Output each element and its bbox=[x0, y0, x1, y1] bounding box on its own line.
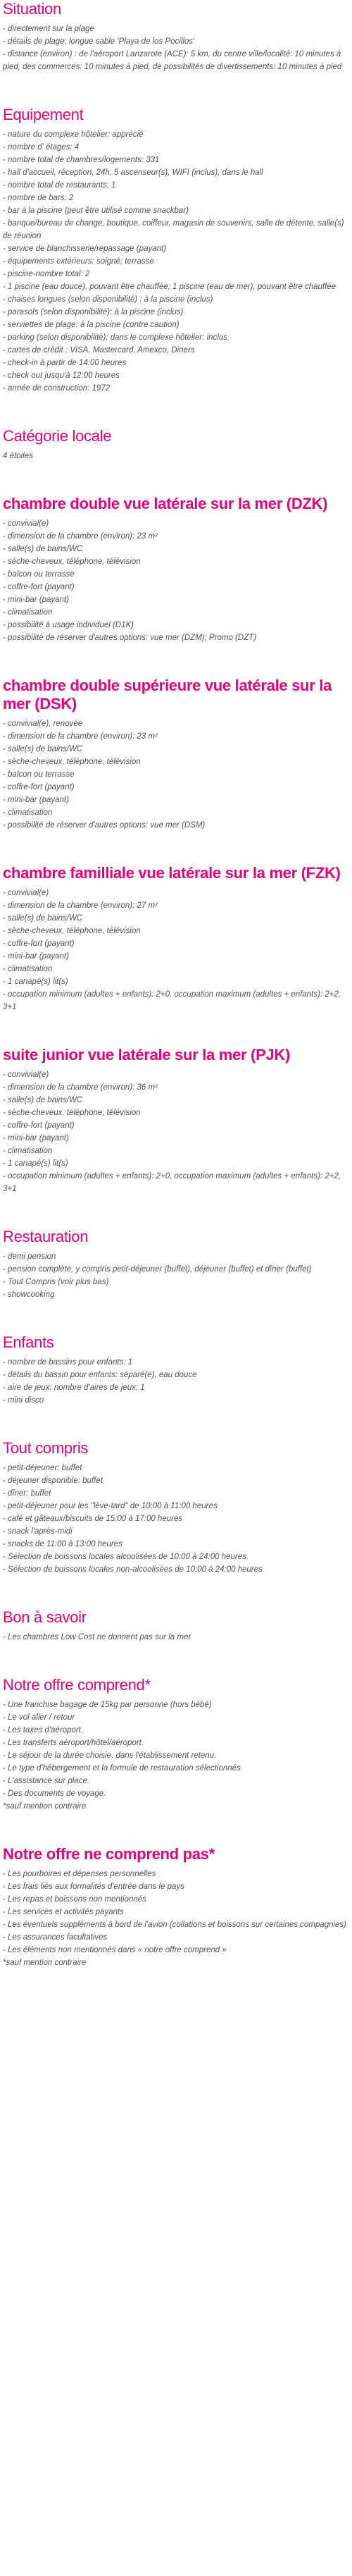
list-item: - Les assurances facultatives bbox=[3, 1933, 108, 1942]
section-restauration bbox=[3, 1228, 349, 1301]
list-item: - année de construction: 1972 bbox=[3, 384, 111, 393]
list-item: - dimension de la chambre (environ): 23 m² bbox=[3, 532, 158, 541]
list-item: - coffre-fort (payant) bbox=[3, 583, 75, 591]
list-item: - dimension de la chambre (environ): 23 m² bbox=[3, 732, 158, 741]
section-spacer bbox=[3, 1644, 349, 1676]
list-item: - nature du complexe hôtelier: apprécié bbox=[3, 130, 144, 139]
list-item: - mini-bar (payant) bbox=[3, 952, 69, 961]
list-item: - salle(s) de bains/WC bbox=[3, 745, 83, 753]
list-item: - mini-bar (payant) bbox=[3, 796, 69, 804]
section-equipement bbox=[3, 106, 349, 395]
list-item: - sèche-cheveux, téléphone, télévision bbox=[3, 758, 141, 766]
section-lines bbox=[3, 517, 349, 644]
list-item: - sèche-cheveux, téléphone, télévision bbox=[3, 1109, 141, 1117]
section-spacer bbox=[3, 644, 349, 677]
list-item: *sauf mention contraire bbox=[3, 1959, 87, 1967]
section-lines bbox=[3, 1250, 349, 1301]
section-title: chambre familliale vue latérale sur la mer (FZK) bbox=[3, 864, 341, 882]
section-lines bbox=[3, 23, 349, 73]
section-lines bbox=[3, 128, 349, 395]
list-item: - banque/bureau de change, boutique, coiffeur, magasin de souvenirs, salle de détente, salle(s) de réunion bbox=[3, 219, 344, 240]
list-item: - Les éléments non mentionnés dans « notre offre comprend » bbox=[3, 1946, 227, 1954]
section-spacer bbox=[3, 1407, 349, 1439]
list-item: - possibilité de réserver d'autres options: vue mer (DZM); Promo (DZT) bbox=[3, 634, 257, 642]
list-item: - salle(s) de bains/WC bbox=[3, 1096, 83, 1104]
list-item: - Les frais liés aux formalités d'entrée dans le pays bbox=[3, 1882, 184, 1891]
list-item: - climatisation bbox=[3, 965, 53, 973]
list-item: - showcooking bbox=[3, 1290, 55, 1299]
section-title: Notre offre comprend* bbox=[3, 1676, 151, 1694]
section-dzk bbox=[3, 495, 349, 644]
section-spacer bbox=[3, 832, 349, 864]
list-item: - petit-déjeuner: buffet bbox=[3, 1464, 82, 1472]
list-item: - mini disco bbox=[3, 1396, 44, 1405]
list-item: - chaises longues (selon disponibilité) : à la piscine (inclus) bbox=[3, 295, 213, 304]
list-item: - salle(s) de bains/WC bbox=[3, 914, 83, 923]
list-item: - détails du bassin pour enfants: séparé(e), eau douce bbox=[3, 1371, 197, 1379]
list-item: - salle(s) de bains/WC bbox=[3, 545, 83, 553]
section-title: Enfants bbox=[3, 1333, 54, 1351]
list-item: - convivial(e) bbox=[3, 519, 49, 528]
section-spacer bbox=[3, 1813, 349, 1845]
list-item: - possibilité de réserver d'autres options: vue mer (DSM) bbox=[3, 821, 206, 830]
list-item: - climatisation bbox=[3, 1147, 53, 1155]
list-item: - Les services et activités payants bbox=[3, 1908, 124, 1916]
list-item: - mini-bar (payant) bbox=[3, 1134, 69, 1142]
list-item: - Les taxes d'aéroport. bbox=[3, 1726, 84, 1734]
list-item: - 1 canapé(s) lit(s) bbox=[3, 1159, 68, 1168]
section-lines bbox=[3, 717, 349, 832]
list-item: - dimension de la chambre (environ): 27 m² bbox=[3, 901, 158, 910]
list-item: - L'assistance sur place. bbox=[3, 1777, 90, 1785]
section-lines bbox=[3, 887, 349, 1013]
section-title: chambre double vue latérale sur la mer (DZK) bbox=[3, 495, 328, 512]
list-item: - mini-bar (payant) bbox=[3, 596, 69, 604]
list-item: - Les pourboires et dépenses personnelles bbox=[3, 1870, 156, 1878]
list-item: - Le type d'hébergement et la formule de restauration sélectionnés. bbox=[3, 1764, 244, 1773]
list-item: - café et gâteaux/biscuits de 15:00 à 17:00 heures bbox=[3, 1515, 183, 1523]
list-item: - snack l'après-midi bbox=[3, 1527, 73, 1536]
list-item: - directement sur la plage bbox=[3, 25, 94, 33]
list-item: - parasols (selon disponibilité): à la piscine (inclus) bbox=[3, 308, 184, 316]
section-spacer bbox=[3, 462, 349, 495]
list-item: - déjeuner disponible: buffet bbox=[3, 1477, 103, 1485]
list-item: - occupation minimum (adultes + enfants): 2+0, occupation maximum (adultes + enfants): 2+2, 3+1 bbox=[3, 1172, 341, 1193]
section-spacer bbox=[3, 1301, 349, 1333]
section-dsk bbox=[3, 677, 349, 832]
list-item: - coffre-fort (payant) bbox=[3, 783, 75, 791]
list-item: - Tout Compris (voir plus bas) bbox=[3, 1278, 109, 1286]
list-item: - demi pension bbox=[3, 1252, 56, 1261]
list-item: - distance (environ) : de l'aéroport Lanzarote (ACE): 5 km, du centre ville/localité: 10 minutes à pied, des commerces: 10 minutes à pied, de possibilités de divertissements: 10 minutes à pied bbox=[3, 50, 342, 71]
section-spacer bbox=[3, 395, 349, 427]
list-item: - pension complète, y compris petit-déjeuner (buffet), déjeuner (buffet) et dîner (buffet) bbox=[3, 1265, 312, 1274]
section-lines bbox=[3, 1462, 349, 1576]
list-item: - possibilité à usage individuel (D1K) bbox=[3, 621, 134, 629]
section-title: Notre offre ne comprend pas* bbox=[3, 1845, 215, 1863]
section-situation bbox=[3, 0, 349, 73]
section-title: chambre double supérieure vue latérale sur la mer (DSK) bbox=[3, 677, 332, 713]
list-item: - nombre de bassins pour enfants: 1 bbox=[3, 1358, 133, 1367]
list-item: - coffre-fort (payant) bbox=[3, 1121, 75, 1130]
section-pjk bbox=[3, 1046, 349, 1195]
section-spacer bbox=[3, 1013, 349, 1046]
list-item: - convivial(e), renovée bbox=[3, 720, 83, 728]
list-item: - occupation minimum (adultes + enfants): 2+0, occupation maximum (adultes + enfants): 2+2, 3+1 bbox=[3, 990, 341, 1011]
list-item: - Une franchise bagage de 15kg par personne (hors bébé) bbox=[3, 1701, 212, 1709]
list-item: - Sélection de boissons locales non-alcoolisées de 10:00 à 24:00 heures bbox=[3, 1565, 263, 1574]
list-item: - Des documents de voyage. bbox=[3, 1789, 106, 1798]
list-item: - service de blanchisserie/repassage (payant) bbox=[3, 245, 167, 253]
list-item: - aire de jeux: nombre d'aires de jeux: 1 bbox=[3, 1383, 145, 1392]
section-lines bbox=[3, 1868, 349, 1969]
section-lines bbox=[3, 450, 349, 462]
section-lines bbox=[3, 1699, 349, 1813]
list-item: 4 étoiles bbox=[3, 452, 33, 460]
section-title: Tout compris bbox=[3, 1439, 89, 1457]
list-item: - hall d'accueil, réception, 24h, 5 ascenseur(s), WIFI (inclus), dans le hall bbox=[3, 168, 263, 177]
list-item: - balcon ou terrasse bbox=[3, 570, 75, 579]
list-item: - détails de plage: longue sable 'Playa de los Pocillos' bbox=[3, 37, 195, 46]
list-item: - Sélection de boissons locales alcoolisées de 10:00 à 24:00 heures bbox=[3, 1553, 246, 1561]
list-item: - snacks de 11:00 à 13:00 heures bbox=[3, 1540, 122, 1548]
list-item: - parking (selon disponibilité): dans le complexe hôtelier: inclus bbox=[3, 333, 227, 342]
list-item: - convivial(e) bbox=[3, 889, 49, 897]
list-item: - check out jusqu'à 12:00 heures bbox=[3, 371, 120, 380]
list-item: - petit-déjeuner pour les "lève-tard" de 10:00 à 11:00 heures bbox=[3, 1502, 218, 1510]
section-lines bbox=[3, 1631, 349, 1644]
section-title: Equipement bbox=[3, 106, 84, 123]
section-categorie bbox=[3, 427, 349, 462]
section-title: Bon à savoir bbox=[3, 1608, 87, 1626]
section-spacer bbox=[3, 73, 349, 106]
list-item: - 1 canapé(s) lit(s) bbox=[3, 978, 68, 986]
section-offrenecomprend bbox=[3, 1845, 349, 1969]
section-title: Situation bbox=[3, 0, 61, 18]
list-item: - bar à la piscine (peut être utilisé comme snackbar) bbox=[3, 207, 189, 215]
section-enfants bbox=[3, 1333, 349, 1407]
section-title: suite junior vue latérale sur la mer (PJK) bbox=[3, 1046, 290, 1064]
list-item: - convivial(e) bbox=[3, 1071, 49, 1079]
list-item: *sauf mention contraire bbox=[3, 1802, 87, 1811]
list-item: - balcon ou terrasse bbox=[3, 770, 75, 779]
list-item: - climatisation bbox=[3, 808, 53, 817]
list-item: - sèche-cheveux, téléphone, télévision bbox=[3, 927, 141, 935]
section-lines bbox=[3, 1068, 349, 1195]
section-lines bbox=[3, 1356, 349, 1407]
list-item: - Le séjour de la durée choisie, dans l'établissement retenu. bbox=[3, 1751, 217, 1760]
list-item: - climatisation bbox=[3, 608, 53, 617]
section-bonasavoir bbox=[3, 1608, 349, 1644]
list-item: - nombre de bars: 2 bbox=[3, 194, 74, 202]
list-item: - Les transferts aéroport/hôtel/aéroport. bbox=[3, 1739, 144, 1747]
section-title: Restauration bbox=[3, 1228, 89, 1245]
list-item: - check-in à partir de 14:00 heures bbox=[3, 359, 127, 367]
list-item: - dimension de la chambre (environ): 36 m² bbox=[3, 1083, 158, 1092]
list-item: - équipements extérieurs: soigné; terrasse bbox=[3, 257, 154, 266]
list-item: - Les repas et boissons non mentionnés bbox=[3, 1895, 146, 1904]
section-fzk bbox=[3, 864, 349, 1013]
list-item: - nombre d' étages: 4 bbox=[3, 143, 80, 152]
list-item: - nombre total de restaurants: 1 bbox=[3, 181, 116, 190]
list-item: - sèche-cheveux, téléphone, télévision bbox=[3, 557, 141, 566]
list-item: - nombre total de chambres/logements: 331 bbox=[3, 156, 160, 164]
list-item: - Les éventuels suppléments à bord de l'avion (collations et boissons sur certaines compagnies) bbox=[3, 1921, 347, 1929]
list-item: - piscine-nombre total: 2 bbox=[3, 270, 90, 278]
section-spacer bbox=[3, 1576, 349, 1608]
list-item: - 1 piscine (eau douce), pouvant être chauffée; 1 piscine (eau de mer), pouvant être chauffée bbox=[3, 283, 337, 291]
section-title: Catégorie locale bbox=[3, 427, 112, 445]
list-item: - Les chambres Low Cost ne donnent pas sur la mer bbox=[3, 1633, 191, 1641]
list-item: - coffre-fort (payant) bbox=[3, 939, 75, 948]
list-item: - cartes de crédit : VISA, Mastercard, Amexco, Diners bbox=[3, 346, 195, 355]
section-spacer bbox=[3, 1195, 349, 1228]
list-item: - serviettes de plage: à la piscine (contre caution) bbox=[3, 321, 180, 329]
section-toutcompris bbox=[3, 1439, 349, 1576]
section-offrecomprend bbox=[3, 1676, 349, 1813]
list-item: - Le vol aller / retour bbox=[3, 1713, 75, 1722]
list-item: - dîner: buffet bbox=[3, 1489, 51, 1498]
